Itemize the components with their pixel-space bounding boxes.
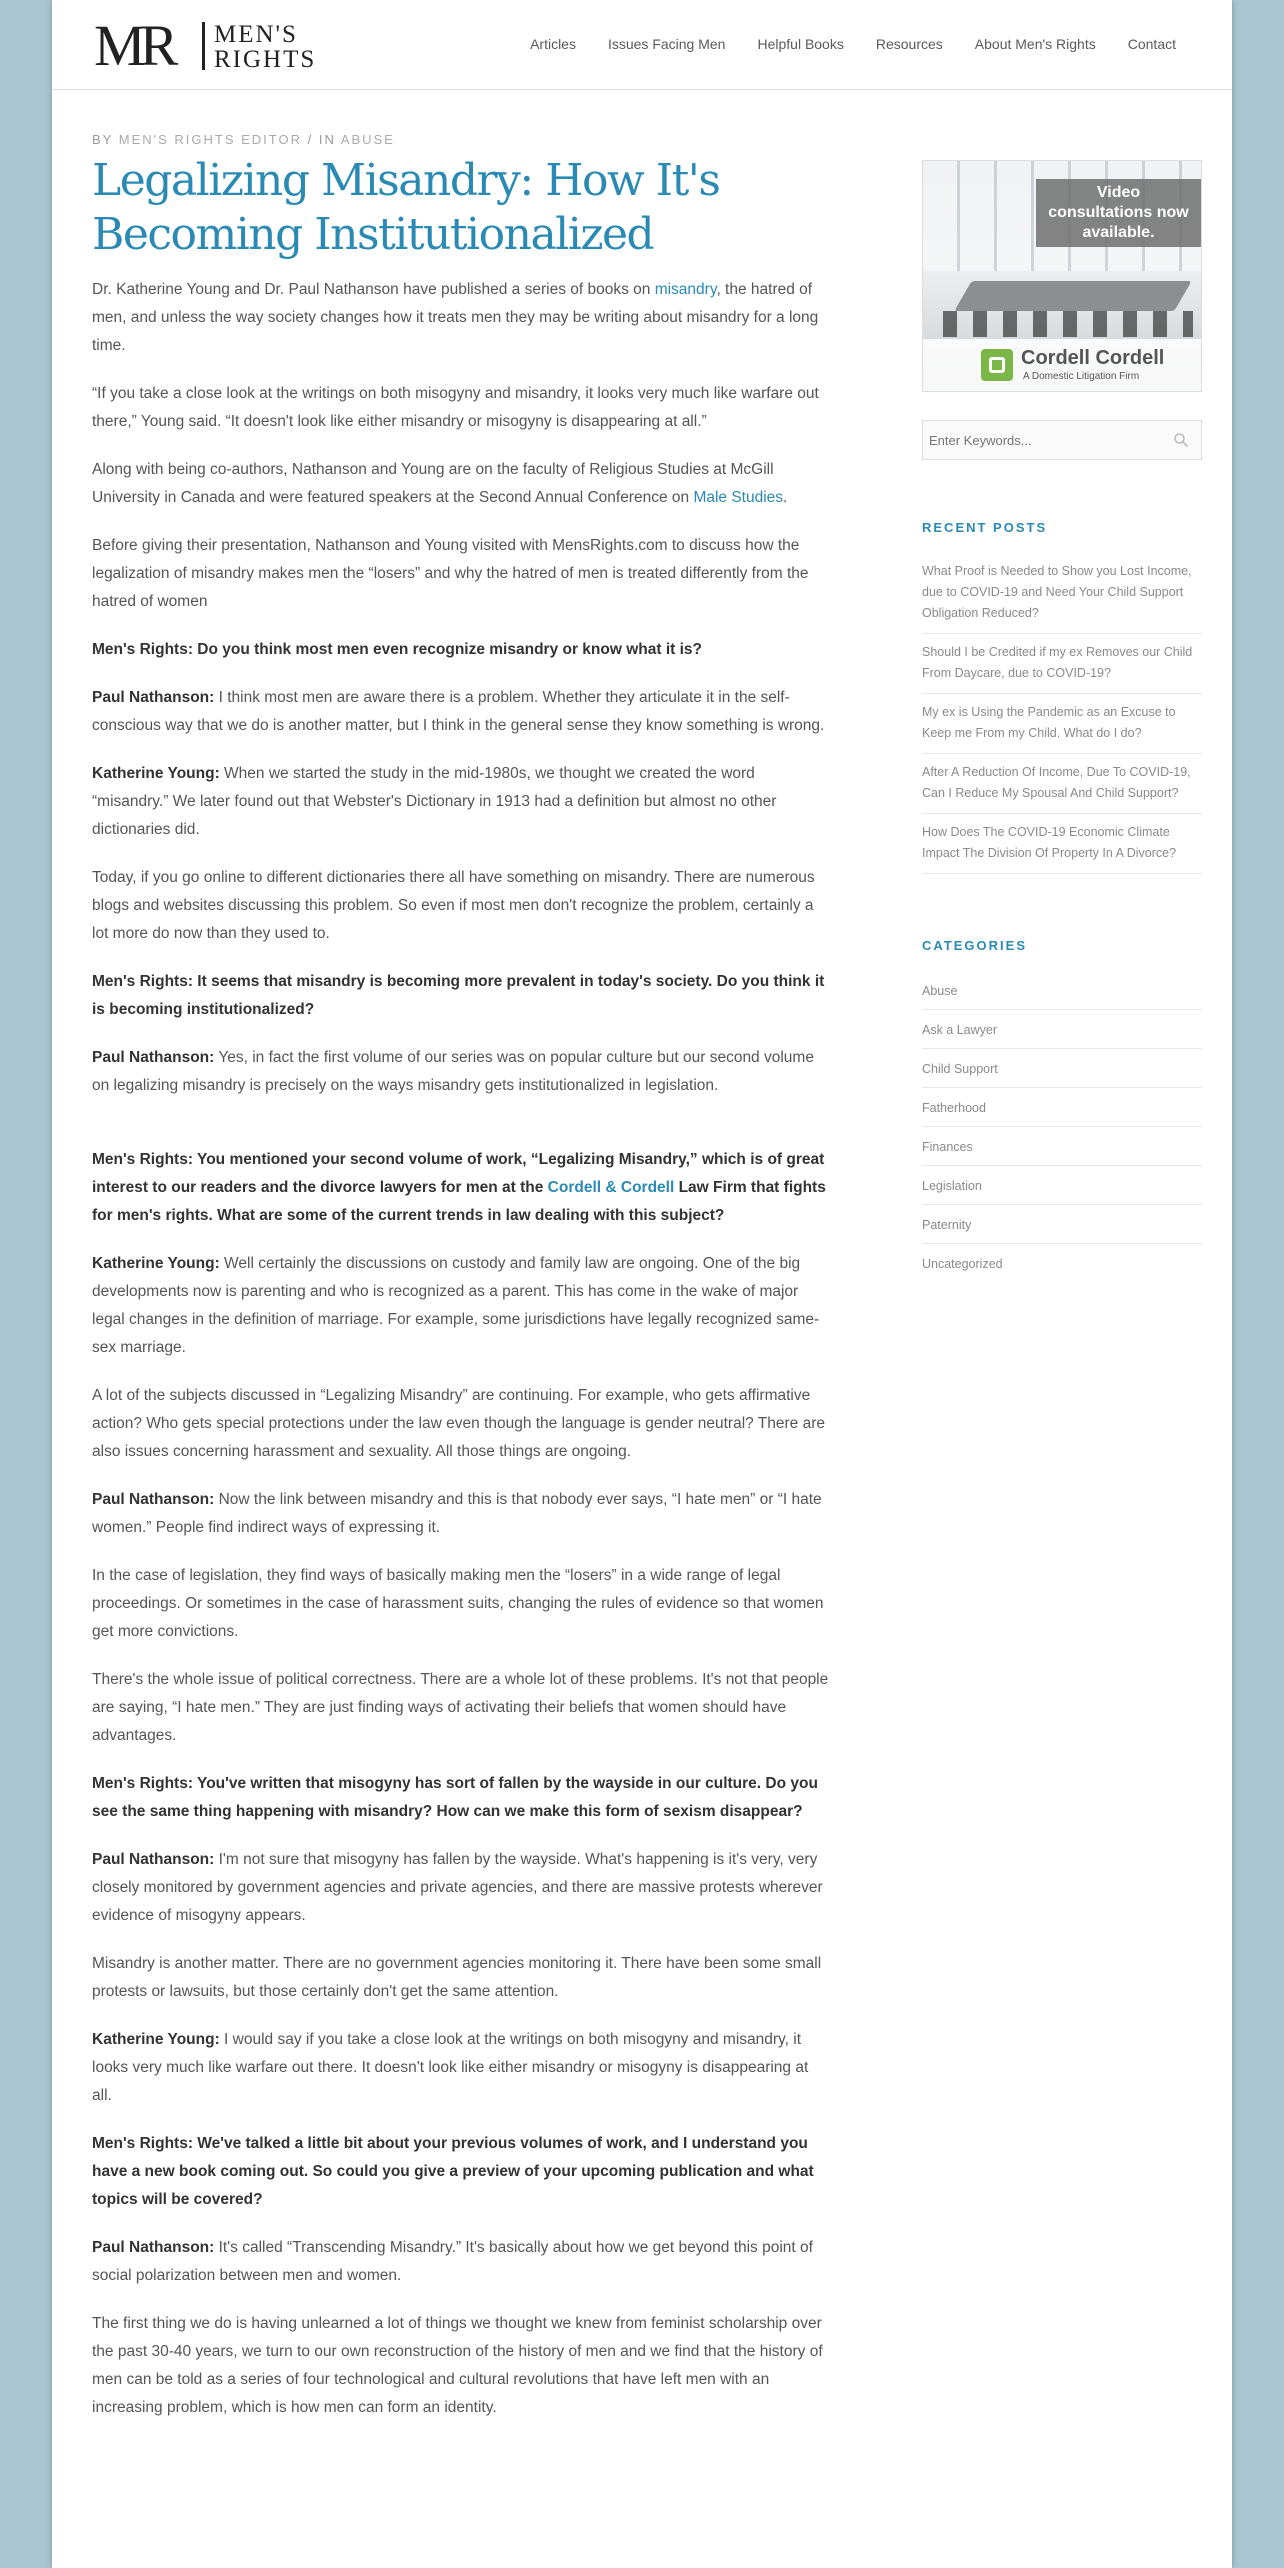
category-link[interactable]: Uncategorized: [922, 1257, 1003, 1271]
search-icon[interactable]: [1173, 432, 1189, 448]
question: [92, 1146, 832, 1230]
answer: [92, 1044, 832, 1100]
question: Men's Rights: We've talked a little bit about your previous volumes of work, and I understand you have a new book coming out. So could you give a preview of your upcoming publication and what topics will be covered?: [92, 2135, 814, 2208]
paragraph: [92, 276, 832, 360]
ad-photo-chairs: [943, 311, 1193, 337]
category-link[interactable]: Fatherhood: [922, 1088, 1202, 1127]
text: I would say if you take a close look at the writings on both misogyny and misandry, it looks very much like warfare out there. It doesn't look like either misandry or misogyny is disappearing at all.: [92, 2031, 809, 2104]
main-nav: [498, 36, 1176, 52]
speaker: Paul Nathanson:: [92, 1491, 215, 1508]
categories-list: [922, 971, 1202, 1282]
post-title: Legalizing Misandry: How It's Becoming Institutionalized: [92, 155, 720, 260]
site-header: [52, 0, 1232, 90]
text: I think most men are aware there is a problem. Whether they articulate it in the self-conscious way that we do is another matter, but I think in the general sense they know something is wrong.: [92, 689, 825, 734]
answer: [92, 2234, 832, 2290]
text: Now the link between misandry and this is that nobody ever says, “I hate men” or “I hate women.” People find indirect ways of expressing it.: [92, 1491, 822, 1536]
nav-contact[interactable]: Contact: [1127, 36, 1176, 52]
nav-articles[interactable]: Articles: [530, 36, 576, 52]
speaker: Katherine Young:: [92, 765, 220, 782]
meta-separator: /: [307, 132, 314, 147]
category-link[interactable]: Legislation: [922, 1166, 1202, 1205]
question: Men's Rights: You've written that misogyny has sort of fallen by the wayside in our culture. Do you see the same thing happening with misandry? How can we make this form of sexism disappear?: [92, 1775, 818, 1820]
text: , the hatred of men, and unless the way society changes how it treats men they may be writing about misandry for a long time.: [92, 281, 819, 354]
text: .: [783, 489, 788, 506]
logo-line-1: MEN'S: [214, 21, 298, 48]
search-input[interactable]: [923, 421, 1163, 459]
text: Yes, in fact the first volume of our series was on popular culture but our second volume on legalizing misandry is precisely on the ways misandry gets institutionalized in legislation.: [92, 1049, 814, 1094]
paragraph: “If you take a close look at the writings on both misogyny and misandry, it looks very much like warfare out there,” Young said. “It doesn't look like either misandry or misogyny is disappearing at all.”: [92, 385, 819, 430]
text: I'm not sure that misogyny has fallen by the wayside. What's happening is it's very, very closely monitored by government agencies and private agencies, and there are massive protests wherever evidence of misogyny appears.: [92, 1851, 823, 1924]
text: Dr. Katherine Young and Dr. Paul Nathanson have published a series of books on: [92, 281, 655, 298]
question: Men's Rights: It seems that misandry is becoming more prevalent in today's society. Do you think it is becoming institutionalized?: [92, 973, 825, 1018]
text: When we started the study in the mid-1980s, we thought we created the word “misandry.” We later found out that Webster's Dictionary in 1913 had a definition but almost no other dictionaries did.: [92, 765, 777, 838]
male-studies-link[interactable]: Male Studies: [693, 489, 784, 506]
sidebar: [922, 160, 1202, 1282]
author-link[interactable]: MEN'S RIGHTS EDITOR: [118, 132, 302, 147]
speaker: Paul Nathanson:: [92, 689, 215, 706]
answer: [92, 760, 832, 844]
categories-heading: CATEGORIES: [922, 938, 1027, 953]
nav-about[interactable]: About Men's Rights: [974, 36, 1096, 52]
answer: [92, 684, 832, 740]
article: [92, 130, 832, 2442]
speaker: Katherine Young:: [92, 2031, 220, 2048]
answer: [92, 2026, 832, 2110]
paragraph: There's the whole issue of political correctness. There are a whole lot of these problems. It's not that people are saying, “I hate men.” They are just finding ways of activating their beliefs that women should have advantages.: [92, 1671, 829, 1744]
paragraph: [92, 456, 832, 512]
paragraph: The first thing we do is having unlearned a lot of things we thought we knew from feminist scholarship over the past 30-40 years, we turn to our own reconstruction of the history of men and we find that the history of men can be told as a series of four technological and cultural revolutions that have left men with an increasing problem, which is how men can form an identity.: [92, 2315, 823, 2416]
post-meta: [92, 130, 832, 150]
cordell-link[interactable]: Cordell & Cordell: [547, 1179, 675, 1196]
paragraph: Today, if you go online to different dictionaries there all have something on misandry. There are numerous blogs and websites discussing this problem. So even if most men don't recognize the problem, certainly a lot more do now than they used to.: [92, 869, 815, 942]
meta-by: BY: [92, 132, 114, 147]
recent-post-link[interactable]: What Proof is Needed to Show you Lost Income, due to COVID-19 and Need Your Child Support Obligation Reduced?: [922, 553, 1202, 634]
post-body: [92, 276, 832, 2422]
ad-badge: Video consultations now available.: [1036, 179, 1201, 247]
paragraph: In the case of legislation, they find ways of basically making men the “losers” in a wide range of legal proceedings. Or sometimes in the case of harassment suits, changing the rules of evidence so that women get more convictions.: [92, 1567, 824, 1640]
recent-post-link[interactable]: My ex is Using the Pandemic as an Excuse to Keep me From my Child. What do I do?: [922, 694, 1202, 754]
answer: [92, 1846, 832, 1930]
answer: [92, 1486, 832, 1542]
speaker: Paul Nathanson:: [92, 1049, 215, 1066]
ad-brand-tagline: A Domestic Litigation Firm: [1023, 371, 1140, 382]
text: Well certainly the discussions on custody and family law are ongoing. One of the big developments now is parenting and who is recognized as a parent. This has come in the wake of major legal changes in the definition of marriage. For example, some jurisdictions have legally recognized same-sex marriage.: [92, 1255, 820, 1356]
category-link[interactable]: ABUSE: [340, 132, 395, 147]
ad-brand-name: Cordell Cordell: [1021, 347, 1165, 369]
text: Law Firm that fights for men's rights. What are some of the current trends in law dealing with this subject?: [92, 1179, 826, 1224]
speaker: Katherine Young:: [92, 1255, 220, 1272]
ad-photo-table: [954, 281, 1191, 311]
category-link[interactable]: Abuse: [922, 971, 1202, 1010]
category-link[interactable]: Ask a Lawyer: [922, 1010, 1202, 1049]
recent-post-link[interactable]: Should I be Credited if my ex Removes our Child From Daycare, due to COVID-19?: [922, 634, 1202, 694]
search-box: [922, 420, 1202, 460]
ad-brand: [923, 339, 1202, 391]
answer: [92, 1250, 832, 1362]
cordell-logo-icon: [981, 349, 1013, 381]
sidebar-ad[interactable]: [922, 160, 1202, 392]
logo-mark: MR: [94, 13, 173, 78]
recent-post-link[interactable]: After A Reduction Of Income, Due To COVID-19, Can I Reduce My Spousal And Child Support?: [922, 754, 1202, 814]
category-link[interactable]: Child Support: [922, 1049, 1202, 1088]
paragraph: Before giving their presentation, Nathanson and Young visited with MensRights.com to discuss how the legalization of misandry makes men the “losers” and why the hatred of men is treated differently from the hatred of women: [92, 537, 809, 610]
nav-resources[interactable]: Resources: [875, 36, 943, 52]
category-link[interactable]: Finances: [922, 1127, 1202, 1166]
speaker: Paul Nathanson:: [92, 2239, 215, 2256]
recent-post-link[interactable]: How Does The COVID-19 Economic Climate Impact The Division Of Property In A Divorce?: [922, 814, 1202, 874]
logo-line-2: RIGHTS: [214, 46, 317, 73]
page: [52, 0, 1232, 2568]
category-link[interactable]: Paternity: [922, 1205, 1202, 1244]
text: Men's Rights: You mentioned your second volume of work, “Legalizing Misandry,” which is of great interest to our readers and the divorce lawyers for men at the: [92, 1151, 825, 1196]
paragraph: A lot of the subjects discussed in “Legalizing Misandry” are continuing. For example, who gets affirmative action? Who gets special protections under the law even though the language is gender neutral? There are also issues concerning harassment and sexuality. All those things are ongoing.: [92, 1387, 826, 1460]
logo-divider: [202, 22, 205, 70]
site-logo[interactable]: [94, 13, 354, 78]
misandry-link[interactable]: misandry: [654, 281, 717, 298]
paragraph: Misandry is another matter. There are no government agencies monitoring it. There have been some small protests or lawsuits, but those certainly don't get the same attention.: [92, 1955, 822, 2000]
nav-helpful-books[interactable]: Helpful Books: [757, 36, 844, 52]
text: Along with being co-authors, Nathanson and Young are on the faculty of Religious Studies at McGill University in Canada and were featured speakers at the Second Annual Conference on: [92, 461, 774, 506]
nav-issues-facing-men[interactable]: Issues Facing Men: [607, 36, 726, 52]
meta-in: IN: [318, 132, 336, 147]
text: It's called “Transcending Misandry.” It's basically about how we get beyond this point of social polarization between men and women.: [92, 2239, 813, 2284]
recent-posts-heading: RECENT POSTS: [922, 520, 1048, 535]
question: Men's Rights: Do you think most men even recognize misandry or know what it is?: [92, 641, 703, 658]
recent-posts-list: [922, 553, 1202, 874]
speaker: Paul Nathanson:: [92, 1851, 215, 1868]
